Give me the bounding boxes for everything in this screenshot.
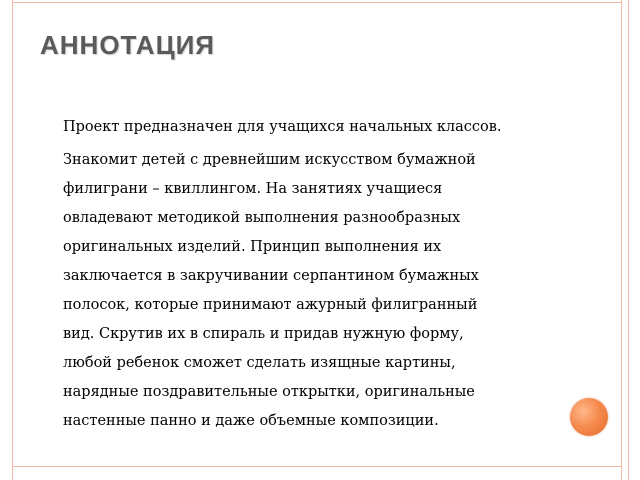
slide-border-top [12, 2, 622, 3]
slide-border-right-outer [628, 0, 629, 480]
decorative-orange-circle [570, 398, 608, 436]
slide-border-right [621, 0, 622, 480]
paragraph-description: Знакомит детей с древнейшим искусством бумажной филиграни – квиллингом. На занятиях учащиеся овладевают методикой выполнения разнообразных оригинальных изделий. Принцип выполнения их заключается в закручивании серпантином бумажных полосок, которые принимают ажурный филигранный вид. Скрутив их в спираль и придав нужную форму, любой ребенок сможет сделать изящные картины, нарядные поздравительные открытки, оригинальные настенные панно и даже объемные композиции. [63, 152, 479, 429]
paragraph-intro: Проект предназначен для учащихся начальных классов. [63, 119, 502, 135]
slide-border-bottom [12, 466, 622, 467]
slide-border-left [12, 0, 13, 480]
slide-body [63, 116, 583, 436]
slide-title: АННОТАЦИЯ [40, 30, 215, 60]
